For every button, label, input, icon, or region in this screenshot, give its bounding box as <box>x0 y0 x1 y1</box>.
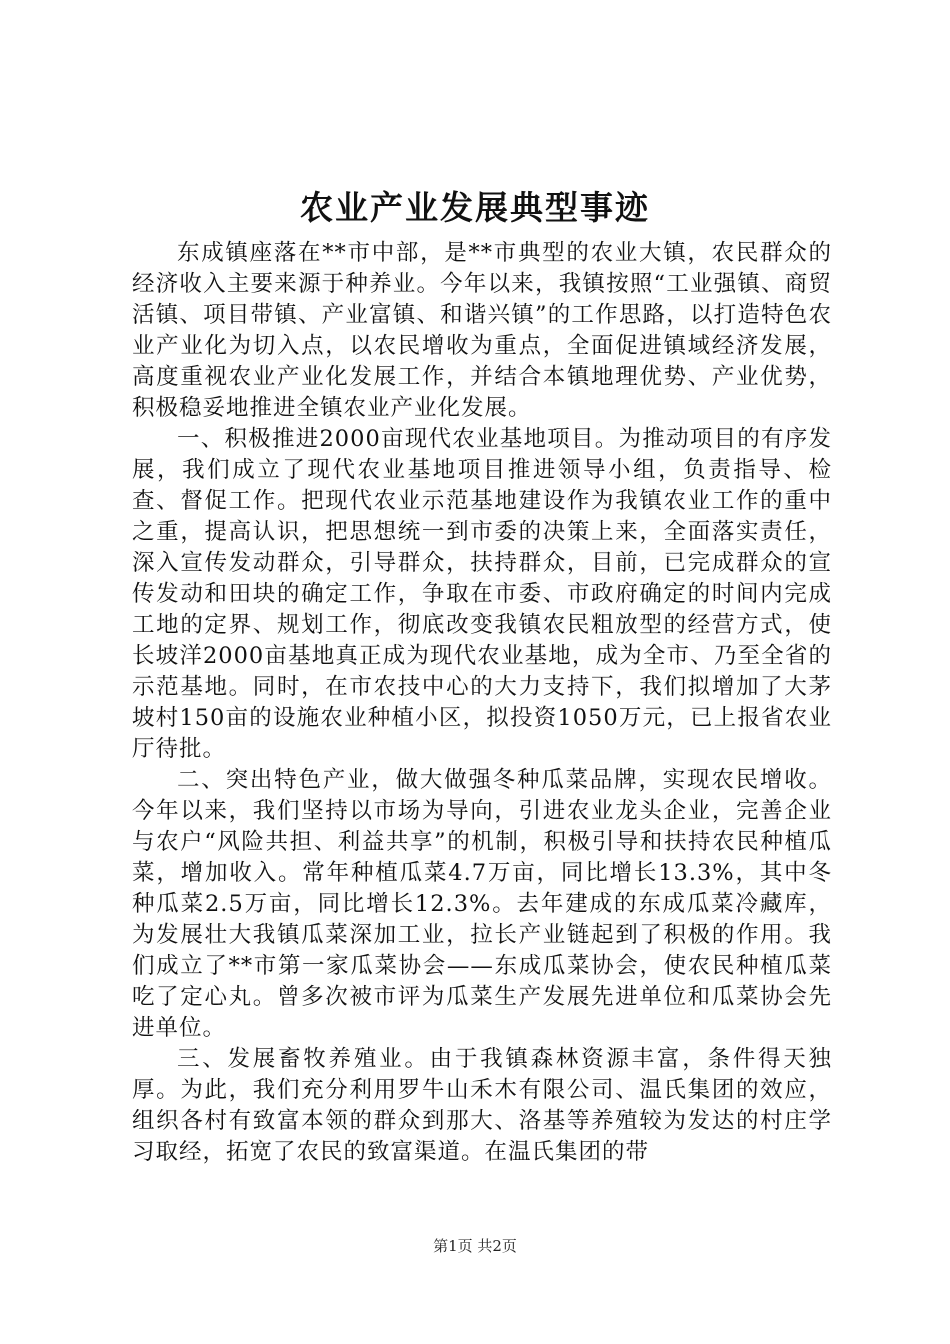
paragraph-section-3: 三、发展畜牧养殖业。由于我镇森林资源丰富，条件得天独厚。为此，我们充分利用罗牛山禾木有限公司、温氏集团的效应，组织各村有致富本领的群众到那大、洛基等养殖较为发达的村庄学习取经，拓宽了农民的致富渠道。在温氏集团的带 <box>132 1046 832 1165</box>
document-body <box>132 238 832 1168</box>
paragraph-section-1: 一、积极推进2000亩现代农业基地项目。为推动项目的有序发展，我们成立了现代农业基地项目推进领导小组，负责指导、检查、督促工作。把现代农业示范基地建设作为我镇农业工作的重中之重，提高认识，把思想统一到市委的决策上来，全面落实责任，深入宣传发动群众，引导群众，扶持群众，目前，已完成群众的宣传发动和田块的确定工作，争取在市委、市政府确定的时间内完成工地的定界、规划工作，彻底改变我镇农民粗放型的经营方式，使长坡洋2000亩基地真正成为现代农业基地，成为全市、乃至全省的示范基地。同时，在市农技中心的大力支持下，我们拟增加了大茅坡村150亩的设施农业种植小区，拟投资1050万元，已上报省农业厅待批。 <box>132 426 832 762</box>
paragraph-intro: 东成镇座落在**市中部，是**市典型的农业大镇，农民群众的经济收入主要来源于种养业。今年以来，我镇按照“工业强镇、商贸活镇、项目带镇、产业富镇、和谐兴镇”的工作思路，以打造特色农业产业化为切入点，以农民增收为重点，全面促进镇域经济发展，高度重视农业产业化发展工作，并结合本镇地理优势、产业优势，积极稳妥地推进全镇农业产业化发展。 <box>132 240 832 421</box>
document-title: 农业产业发展典型事迹 <box>300 188 650 227</box>
page-number-footer: 第1页 共2页 <box>433 1237 517 1255</box>
paragraph-section-2: 二、突出特色产业，做大做强冬种瓜菜品牌，实现农民增收。今年以来，我们坚持以市场为导向，引进农业龙头企业，完善企业与农户“风险共担、利益共享”的机制，积极引导和扶持农民种植瓜菜，增加收入。常年种植瓜菜4.7万亩，同比增长13.3%，其中冬种瓜菜2.5万亩，同比增长12.3%。去年建成的东成瓜菜冷藏库，为发展壮大我镇瓜菜深加工业，拉长产业链起到了积极的作用。我们成立了**市第一家瓜菜协会——东成瓜菜协会，使农民种植瓜菜吃了定心丸。曾多次被市评为瓜菜生产发展先进单位和瓜菜协会先进单位。 <box>132 767 832 1041</box>
